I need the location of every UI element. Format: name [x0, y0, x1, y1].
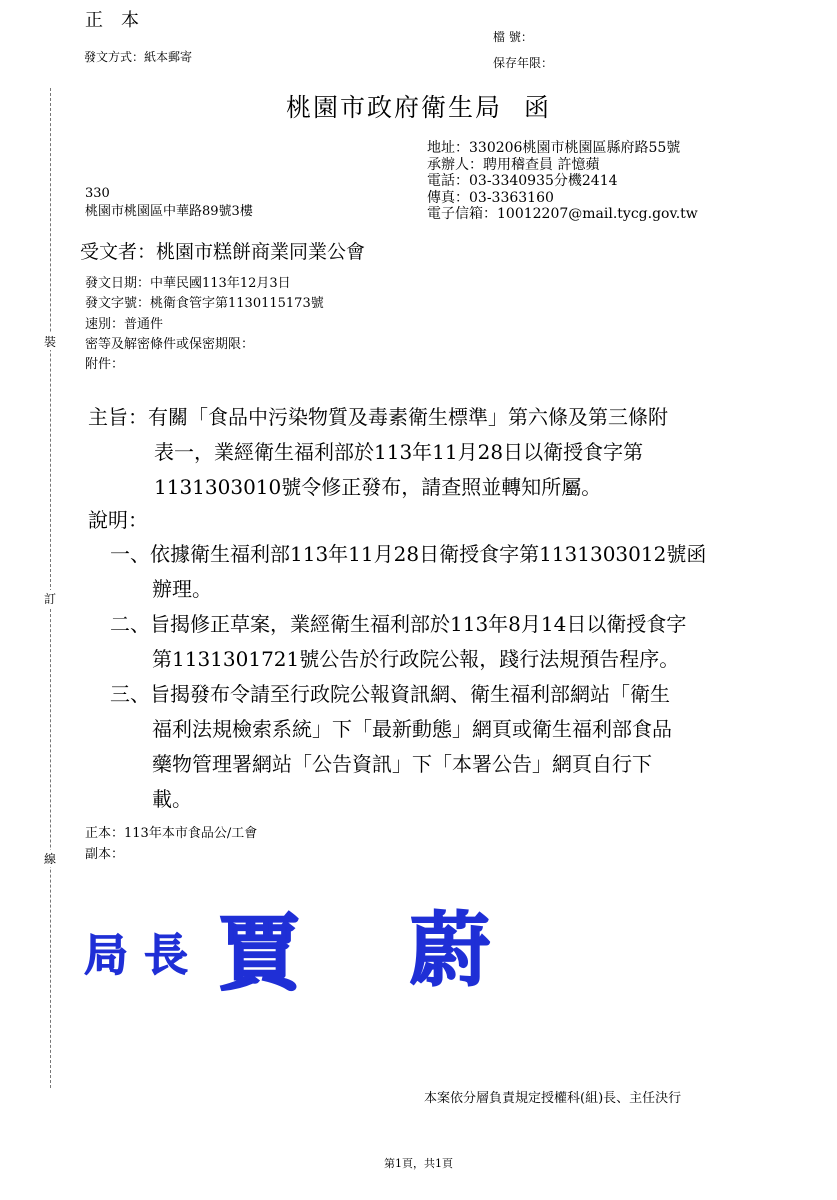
document-type: 函 — [524, 93, 552, 122]
delivery-speed: 速別：普通件 — [85, 316, 164, 332]
explanation-item-line: 二、旨揭修正草案，業經衛生福利部於113年8月14日以衛授食字 — [110, 612, 687, 636]
copy-type-label: 正本 — [85, 10, 157, 31]
file-number-label: 檔 號： — [493, 30, 533, 44]
retention-period-label: 保存年限： — [493, 56, 554, 70]
explanation-heading: 說明： — [88, 508, 148, 532]
distribution-block — [85, 823, 257, 865]
explanation-item-line: 藥物管理署網站「公告資訊」下「本署公告」網頁自行下 — [152, 752, 652, 776]
signature-name-char: 賈 — [218, 906, 301, 1000]
fax: 傳真：03-3363160 — [427, 189, 554, 206]
binding-line — [50, 88, 51, 1088]
binding-mark-line: 線 — [43, 852, 56, 866]
issue-date: 發文日期：中華民國113年12月3日 — [85, 276, 291, 291]
subject-section — [88, 400, 668, 505]
recipient-address-block — [85, 185, 253, 221]
explanation-list — [110, 537, 706, 817]
subject-line: 主旨：有關「食品中污染物質及毒素衛生標準」第六條及第三條附 — [88, 405, 668, 429]
recipient-address: 桃園市桃園區中華路89號3樓 — [85, 204, 253, 219]
document-number: 發文字號：桃衛食管字第1130115173號 — [85, 296, 324, 312]
addressee: 受文者：桃園市糕餅商業同業公會 — [80, 241, 366, 263]
phone: 電話：03-3340935分機2414 — [427, 173, 618, 189]
explanation-item-line: 載。 — [152, 787, 192, 811]
recipient-postal-code: 330 — [85, 186, 110, 201]
original-recipients: 正本：113年本市食品公/工會 — [85, 826, 258, 841]
explanation-item-line: 三、旨揭發布令請至行政院公報資訊網、衛生福利部網站「衛生 — [110, 682, 670, 706]
document-meta — [85, 274, 324, 375]
authority-note: 本案依分層負責規定授權科(組)長、主任決行 — [424, 1091, 682, 1106]
email: 電子信箱：10012207@mail.tycg.gov.tw — [427, 206, 698, 222]
director-signature-stamp — [80, 890, 520, 1000]
agency-name: 桃園市政府衛生局 — [285, 93, 502, 122]
page-number: 第1頁，共1頁 — [384, 1157, 453, 1170]
signature-name-char: 蔚 — [410, 903, 490, 997]
copy-recipients: 副本： — [85, 847, 125, 862]
binding-mark-staple: 訂 — [43, 592, 56, 606]
document-title — [0, 88, 837, 124]
subject-line: 1131303010號令修正發布，請查照並轉知所屬。 — [154, 475, 602, 499]
explanation-item-line: 福利法規檢索系統」下「最新動態」網頁或衛生福利部食品 — [152, 717, 672, 741]
explanation-item-line: 第1131301721號公告於行政院公報，踐行法規預告程序。 — [152, 647, 680, 671]
explanation-item-line: 一、依據衛生福利部113年11月28日衛授食字第1131303012號函 — [110, 542, 707, 566]
subject-line: 表一，業經衛生福利部於113年11月28日以衛授食字第 — [154, 440, 644, 464]
agency-address: 地址：330206桃園市桃園區縣府路55號 — [427, 140, 681, 156]
send-method: 發文方式：紙本郵寄 — [84, 50, 193, 64]
attachment: 附件： — [85, 357, 125, 373]
explanation-item-line: 辦理。 — [152, 577, 212, 601]
contact-block — [427, 140, 698, 223]
secrecy-level: 密等及解密條件或保密期限： — [85, 336, 255, 352]
signature-title-char: 局 — [84, 930, 128, 981]
signature-title-char: 長 — [144, 930, 188, 981]
binding-mark-bind: 裝 — [43, 335, 56, 349]
handler: 承辦人：聘用稽查員 許憶蘋 — [427, 156, 600, 173]
